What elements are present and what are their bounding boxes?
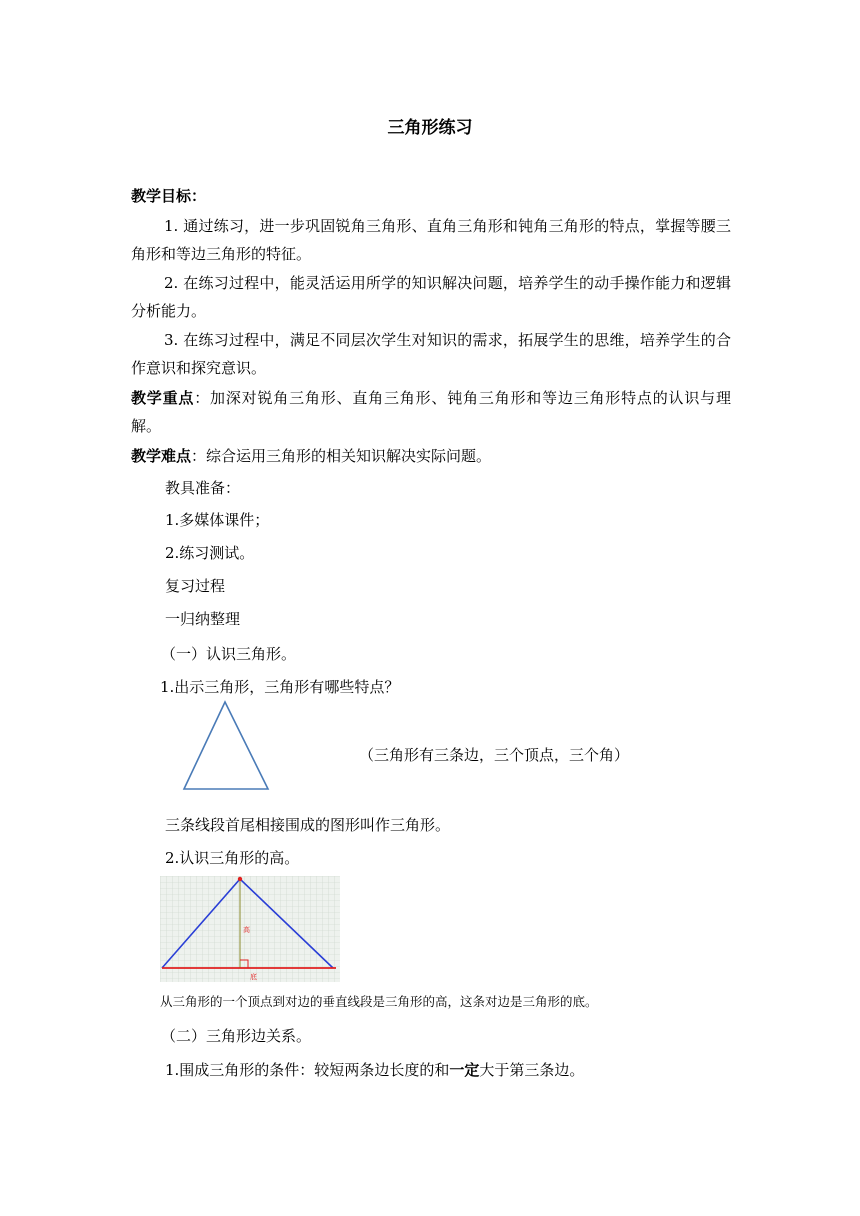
objectives-heading: 教学目标： <box>131 187 207 205</box>
section-one-heading: 一归纳整理 <box>165 610 241 628</box>
difficulty-text: ：综合运用三角形的相关知识解决实际问题。 <box>191 447 492 465</box>
condition-suffix: 大于第三条边。 <box>479 1061 585 1079</box>
triangle-condition <box>165 1060 584 1080</box>
process-heading: 复习过程 <box>165 577 226 595</box>
height-caption: 从三角形的一个顶点到对边的垂直线段是三角形的高，这条对边是三角形的底。 <box>160 994 598 1009</box>
condition-emphasis: 一定 <box>449 1061 480 1079</box>
tools-heading: 教具准备： <box>165 479 241 497</box>
triangle-height-figure <box>160 876 340 982</box>
condition-prefix: 1.围成三角形的条件：较短两条边长度的和 <box>165 1061 450 1079</box>
objective-3: 3. 在练习过程中，满足不同层次学生对知识的需求，拓展学生的思维，培养学生的合作意识和探究意识。 <box>131 331 731 377</box>
question-2: 2.认识三角形的高。 <box>165 849 300 867</box>
triangle-definition: 三条线段首尾相接围成的图形叫作三角形。 <box>165 816 451 834</box>
question-1: 1.出示三角形，三角形有哪些特点？ <box>160 678 400 696</box>
tool-item-2: 2.练习测试。 <box>165 544 255 562</box>
subsection-two-heading: （二）三角形边关系。 <box>161 1027 312 1045</box>
difficulty <box>131 446 491 466</box>
difficulty-label: 教学难点 <box>131 447 192 465</box>
base-label: 底 <box>250 973 257 981</box>
page-title: 三角形练习 <box>387 118 473 138</box>
subsection-one-heading: （一）认识三角形。 <box>161 645 297 663</box>
key-point-label: 教学重点 <box>131 389 195 407</box>
height-label: 高 <box>243 926 250 934</box>
triangle-figure <box>178 698 274 794</box>
objective-1: 1. 通过练习，进一步巩固锐角三角形、直角三角形和钝角三角形的特点，掌握等腰三角形和等边三角形的特征。 <box>131 217 731 263</box>
objective-2: 2. 在练习过程中，能灵活运用所学的知识解决问题，培养学生的动手操作能力和逻辑分析能力。 <box>131 274 731 320</box>
triangle-features-answer: （三角形有三条边，三个顶点，三个角） <box>359 746 630 764</box>
key-point <box>131 384 731 440</box>
key-point-text: ：加深对锐角三角形、直角三角形、钝角三角形和等边三角形特点的认识与理解。 <box>131 389 731 435</box>
tool-item-1: 1.多媒体课件； <box>165 511 270 529</box>
